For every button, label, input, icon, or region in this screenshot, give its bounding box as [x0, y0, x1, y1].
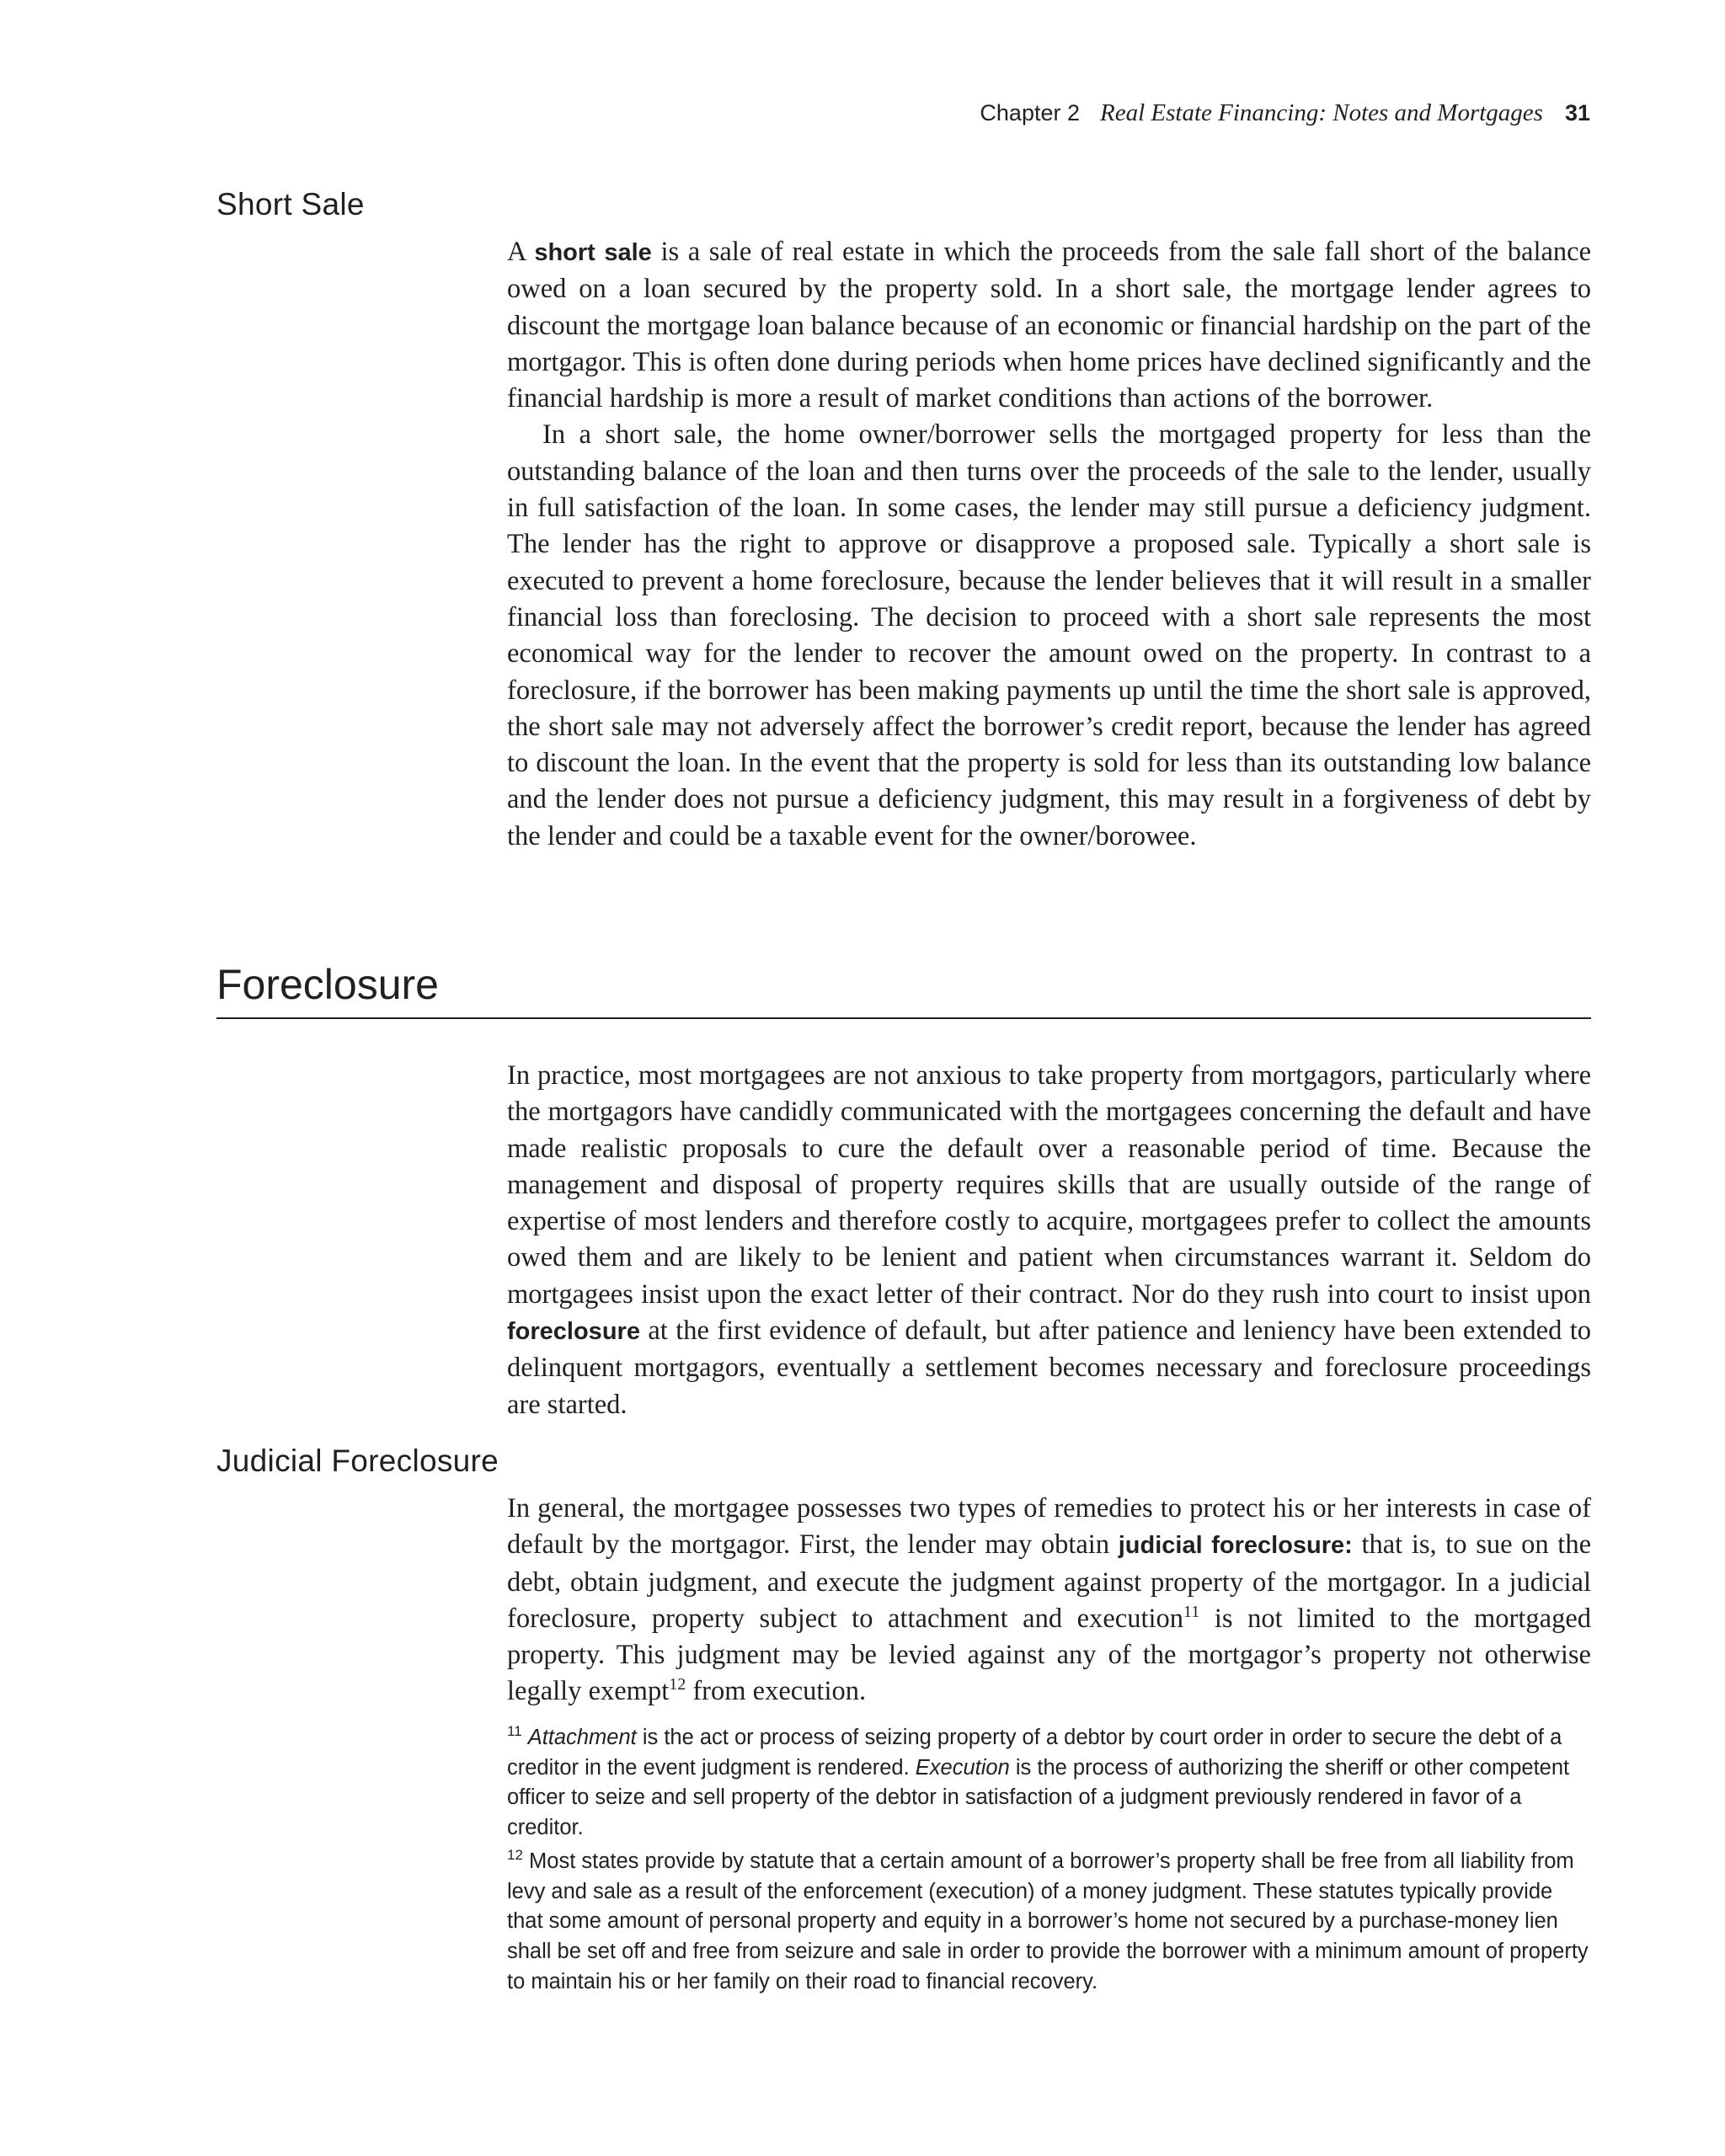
foreclosure-paragraph-1: In practice, most mortgagees are not anxious to take property from mortgagors, particularly where the mortgagors have candidly communicated with the mortgagees concerning the default and have made realistic proposals to cure the default over a reasonable period of time. Because the management and disposal of property requires skills that are usually outside of the range of expertise of most lenders and therefore costly to acquire, mortgagees prefer to collect the amounts owed them and are likely to be lenient and patient when circumstances warrant it. Seldom do mortgagees insist upon the exact letter of their contract. Nor do they rush into court to insist upon foreclosure at the first evidence of default, but after patience and leniency have been extended to delinquent mortgagors, eventually a settlement becomes necessary and foreclosure proceedings are started.	[507, 1060, 1592, 1420]
short-sale-paragraph-1: A short sale is a sale of real estate in which the proceeds from the sale fall short of the balance owed on a loan secured by the property sold. In a short sale, the mortgage lender agrees to discount the mortgage loan balance because of an economic or financial hardship on the part of the mortgagor. This is often done during periods when home prices have declined significantly and the financial hardship is more a result of market conditions than actions of the borrower.	[507, 237, 1592, 414]
footnotes	[507, 1723, 1591, 2000]
judicial-paragraph-1: In general, the mortgagee possesses two types of remedies to protect his or her interests in case of default by the mortgagor. First, the lender may obtain judicial foreclosure: that is, to sue on the debt, obtain judgment, and execute the judgment against property of the mortgagor. In a judicial foreclosure, property subject to attachment and execution$^{11}$ is not limited to the mortgaged property. This judgment may be levied against any of the mortgagor’s property not otherwise legally exempt$^{12}$ from execution.	[507, 1493, 1592, 1707]
short-sale-body	[507, 234, 1591, 855]
footnote-12: $^{12}$ Most states provide by statute that a certain amount of a borrower’s property shall be free from all liability from levy and sale as a result of the enforcement (execution) of a money judgment. These statutes typically provide that some amount of personal property and equity in a borrower’s home not secured by a purchase-money lien shall be set off and free from seizure and sale in order to provide the borrower with a minimum amount of property to maintain his or her family on their road to financial recovery.	[507, 1846, 1589, 1993]
term-foreclosure: foreclosure	[507, 1318, 640, 1346]
chapter-label: Chapter 2	[980, 100, 1080, 125]
foreclosure-body	[507, 1058, 1591, 1423]
judicial-foreclosure-heading: Judicial Foreclosure	[216, 1444, 499, 1478]
running-head	[980, 99, 1590, 127]
short-sale-paragraph-2: In a short sale, the home owner/borrower sells the mortgaged property for less than the outstanding balance of the loan and then turns over the proceeds of the sale to the lender, usually in full satisfaction of the loan. In some cases, the lender may still pursue a deficiency judgment. The lender has the right to approve or disapprove a proposed sale. Typically a short sale is executed to prevent a home foreclosure, because the lender believes that it will result in a smaller financial loss than foreclosing. The decision to proceed with a short sale represents the most economical way for the lender to recover the amount owed on the property. In contrast to a foreclosure, if the borrower has been making payments up until the time the short sale is approved, the short sale may not adversely affect the borrower’s credit report, because the lender has agreed to discount the loan. In the event that the property is sold for less than its outstanding low balance and the lender does not pursue a deficiency judgment, this may result in a forgiveness of debt by the lender and could be a taxable event for the owner/borowee.	[507, 419, 1591, 851]
section-rule	[216, 1017, 1591, 1019]
foreclosure-heading: Foreclosure	[216, 961, 439, 1008]
chapter-title: Real Estate Financing: Notes and Mortgages	[1100, 99, 1543, 126]
short-sale-heading: Short Sale	[216, 187, 365, 221]
term-judicial-foreclosure: judicial foreclosure:	[1118, 1532, 1353, 1560]
footnote-ref-11: 11	[1183, 1602, 1200, 1621]
footnote-ref-12: 12	[669, 1675, 686, 1694]
judicial-foreclosure-body	[507, 1491, 1591, 1710]
footnote-11: $^{11}$ Attachment is the act or process of seizing property of a debtor by court order in order to secure the debt of a creditor in the event judgment is rendered. Execution is the process of authorizing the sheriff or other competent officer to seize and sell property of the debtor in satisfaction of a judgment previously rendered in favor of a creditor.	[507, 1723, 1570, 1840]
term-short-sale: short sale	[534, 239, 652, 266]
page-number: 31	[1564, 100, 1590, 125]
